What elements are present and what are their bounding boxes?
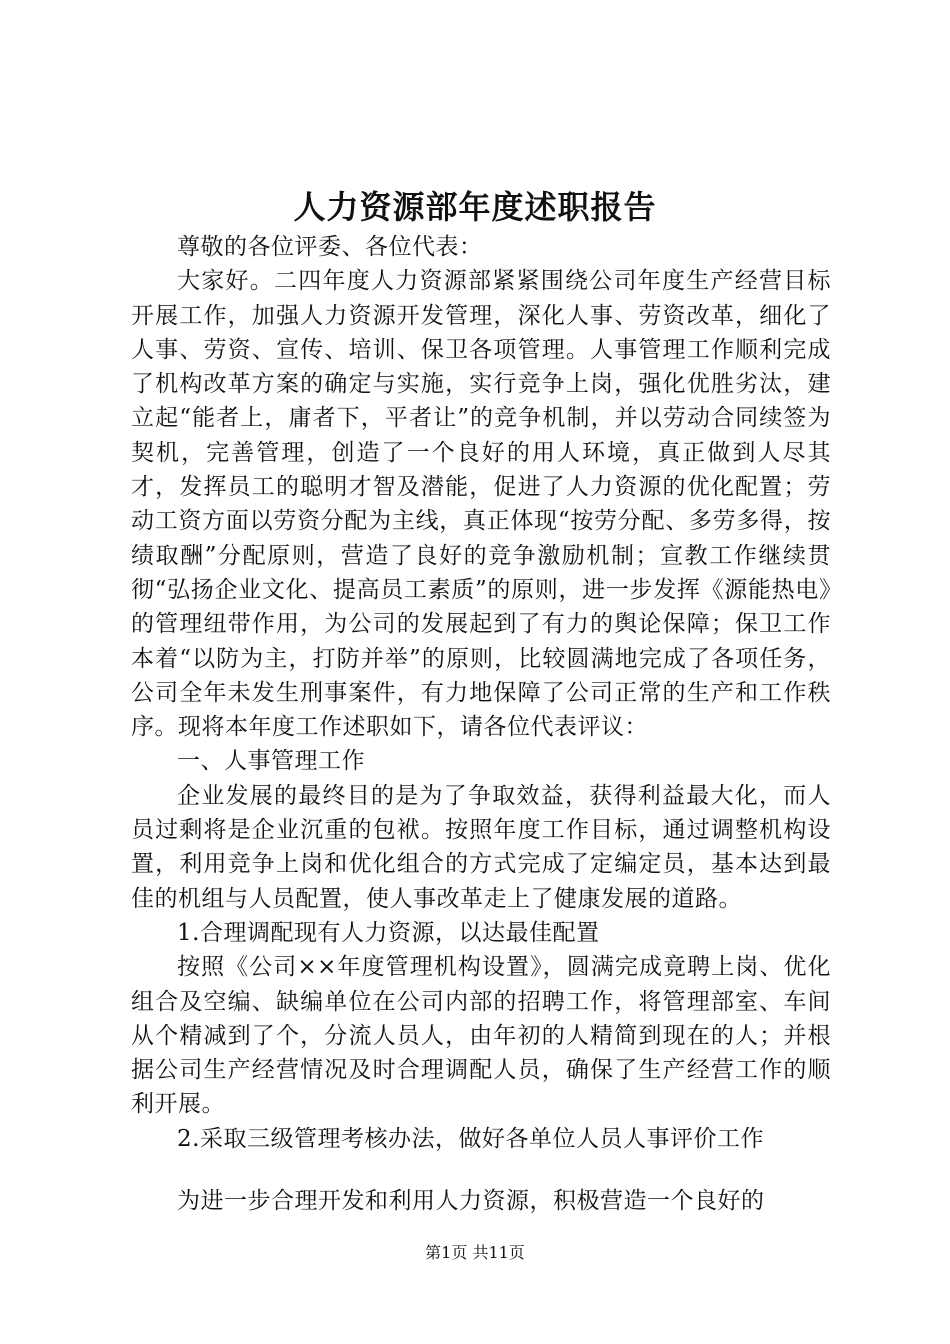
intro-paragraph: 大家好。二四年度人力资源部紧紧围绕公司年度生产经营目标开展工作，加强人力资源开发管理，深化人事、劳资改革，细化了人事、劳资、宣传、培训、保卫各项管理。人事管理工作顺利完成了机构改革方案的确定与实施，实行竞争上岗，强化优胜劣汰，建立起“能者上，庸者下，平者让”的竞争机制，并以劳动合同续签为契机，完善管理，创造了一个良好的用人环境，真正做到人尽其才，发挥员工的聪明才智及潜能，促进了人力资源的优化配置；劳动工资方面以劳资分配为主线，真正体现“按劳分配、多劳多得，按绩取酬”分配原则，营造了良好的竞争激励机制；宣教工作继续贯彻“弘扬企业文化、提高员工素质”的原则，进一步发挥《源能热电》的管理纽带作用，为公司的发展起到了有力的舆论保障；保卫工作本着“以防为主，打防并举”的原则，比较圆满地完成了各项任务，公司全年未发生刑事案件，有力地保障了公司正常的生产和工作秩序。现将本年度工作述职如下，请各位代表评议： [131,268,831,741]
section-heading: 一、人事管理工作 [177,748,365,775]
subsection-heading: 1.合理调配现有人力资源，以达最佳配置 [177,919,600,946]
body-paragraph: 企业发展的最终目的是为了争取效益，获得利益最大化，而人员过剩将是企业沉重的包袱。按照年度工作目标，通过调整机构设置，利用竞争上岗和优化组合的方式完成了定编定员，基本达到最佳的机组与人员配置，使人事改革走上了健康发展的道路。 [131,782,831,912]
document-body [131,230,831,1218]
salutation-paragraph: 尊敬的各位评委、各位代表： [177,234,483,260]
document-title: 人力资源部年度述职报告 [293,188,657,226]
page-footer: 第1页 共11页 [425,1243,525,1262]
body-paragraph: 为进一步合理开发和利用人力资源，积极营造一个良好的 [177,1188,765,1215]
body-paragraph: 按照《公司××年度管理机构设置》，圆满完成竟聘上岗、优化组合及空编、缺编单位在公司内部的招聘工作，将管理部室、车间从个精减到了个，分流人员人，由年初的人精简到现在的人；并根据公司生产经营情况及时合理调配人员，确保了生产经营工作的顺利开展。 [131,954,831,1118]
subsection-heading: 2.采取三级管理考核办法，做好各单位人员人事评价工作 [177,1125,764,1152]
